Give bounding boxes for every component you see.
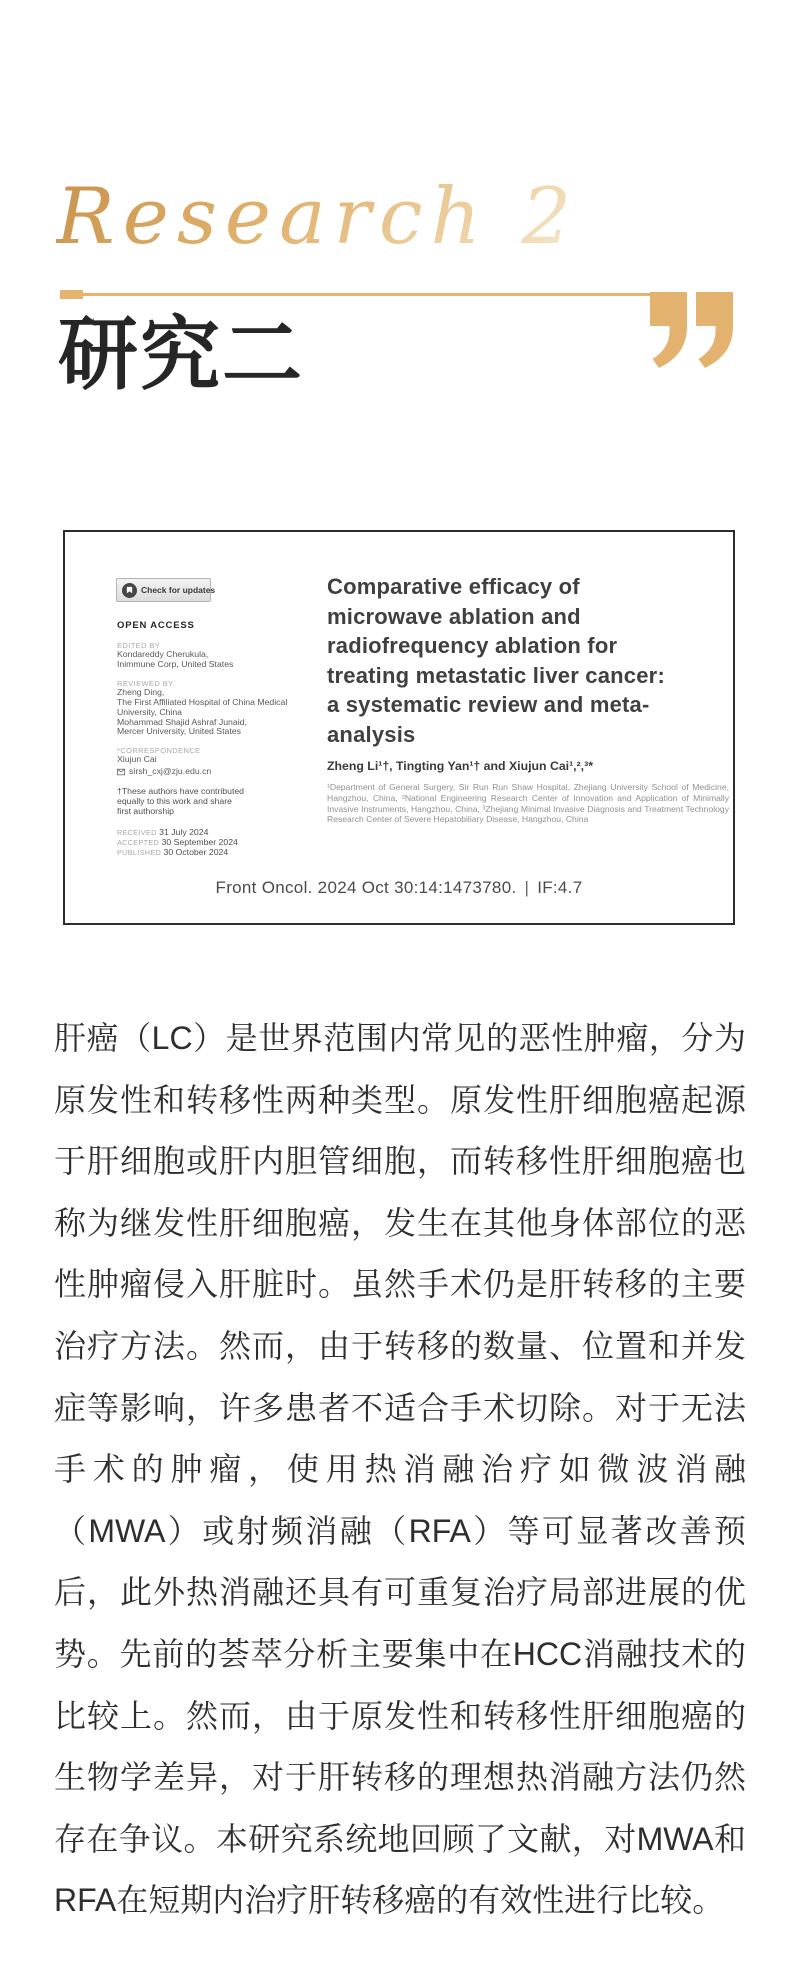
article-dates: [117, 828, 322, 858]
citation-line: [65, 878, 733, 898]
crossmark-icon: [122, 583, 137, 598]
impact-factor: IF:4.7: [537, 878, 583, 897]
paper-title: Comparative efficacy of microwave ablation and radiofrequency ablation for treating metastatic liver cancer: a systematic review and meta-analysis: [327, 574, 665, 747]
summary-paragraph: 肝癌（LC）是世界范围内常见的恶性肿瘤，分为原发性和转移性两种类型。原发性肝细胞癌起源于肝细胞或肝内胆管细胞，而转移性肝细胞癌也称为继发性肝细胞癌，发生在其他身体部位的恶性肿瘤侵入肝脏时。虽然手术仍是肝转移的主要治疗方法。然而，由于转移的数量、位置和并发症等影响，许多患者不适合手术切除。对于无法手术的肿瘤，使用热消融治疗如微波消融（MWA）或射频消融（RFA）等可显著改善预后，此外热消融还具有可重复治疗局部进展的优势。先前的荟萃分析主要集中在HCC消融技术的比较上。然而，由于原发性和转移性肝细胞癌的生物学差异，对于肝转移的理想热消融方法仍然存在争议。本研究系统地回顾了文献，对MWA和RFA在短期内治疗肝转移癌的有效性进行比较。: [54, 1020, 746, 1919]
paper-screenshot-card: [63, 530, 735, 925]
published-label: PUBLISHED: [117, 847, 162, 857]
open-access-label: OPEN ACCESS: [117, 620, 195, 631]
equal-contribution-note: †These authors have contributed equally to this work and share first authorship: [117, 786, 245, 816]
paper-affiliations: ¹Department of General Surgery, Sir Run Run Shaw Hospital, Zhejiang University School of Medicine, Hangzhou, China, ²National Engineering Research Center of Innovation and Application of Minimally Invasive Instruments, Hangzhou, China, ³Zhejiang Minimal Invasive Diagnosis and Treatment Technology Research Center of Severe Hepatobiliary Disease, Hangzhou, China: [327, 782, 729, 825]
section-script-title: Research 2: [56, 172, 580, 262]
edited-by-line: Kondareddy Cherukula,: [117, 649, 209, 659]
reviewed-by-line: University, China: [117, 706, 183, 717]
citation-separator: |: [524, 878, 530, 897]
published-date: 30 October 2024: [163, 846, 229, 857]
reviewed-by-line: Zheng Ding,: [117, 686, 165, 697]
correspondence-label: *CORRESPONDENCE: [117, 746, 201, 756]
check-for-updates-label: Check for updates: [141, 585, 216, 595]
received-label: RECEIVED: [117, 827, 157, 837]
correspondence-name: Xiujun Cai: [117, 754, 157, 765]
received-date: 31 July 2024: [159, 826, 209, 837]
edited-by-line: Inimmune Corp, United States: [117, 658, 234, 669]
journal-citation: Front Oncol. 2024 Oct 30:14:1473780.: [215, 878, 517, 897]
reviewed-by-label: REVIEWED BY: [117, 678, 174, 688]
edited-by-label: EDITED BY: [117, 641, 161, 650]
accepted-date: 30 September 2024: [161, 836, 238, 847]
section-title-zh: 研究二: [58, 312, 304, 400]
double-quote-icon: [650, 292, 738, 368]
email-icon: [117, 768, 125, 776]
paper-authors: Zheng Li¹†, Tingting Yan¹† and Xiujun Cai¹,²,³*: [327, 759, 593, 773]
correspondence-email-link[interactable]: sirsh_cxj@zju.edu.cn: [129, 766, 212, 777]
reviewed-by-line: The First Affiliated Hospital of China Medical: [117, 696, 288, 707]
paper-meta-column: [117, 620, 322, 858]
gold-rule-line: [60, 293, 650, 296]
accepted-label: ACCEPTED: [117, 837, 160, 847]
check-for-updates-button[interactable]: [116, 578, 216, 602]
paper-title-column: [327, 572, 735, 825]
reviewed-by-line: Mercer University, United States: [117, 726, 241, 737]
reviewed-by-line: Mohammad Shajid Ashraf Junaid,: [117, 716, 247, 727]
